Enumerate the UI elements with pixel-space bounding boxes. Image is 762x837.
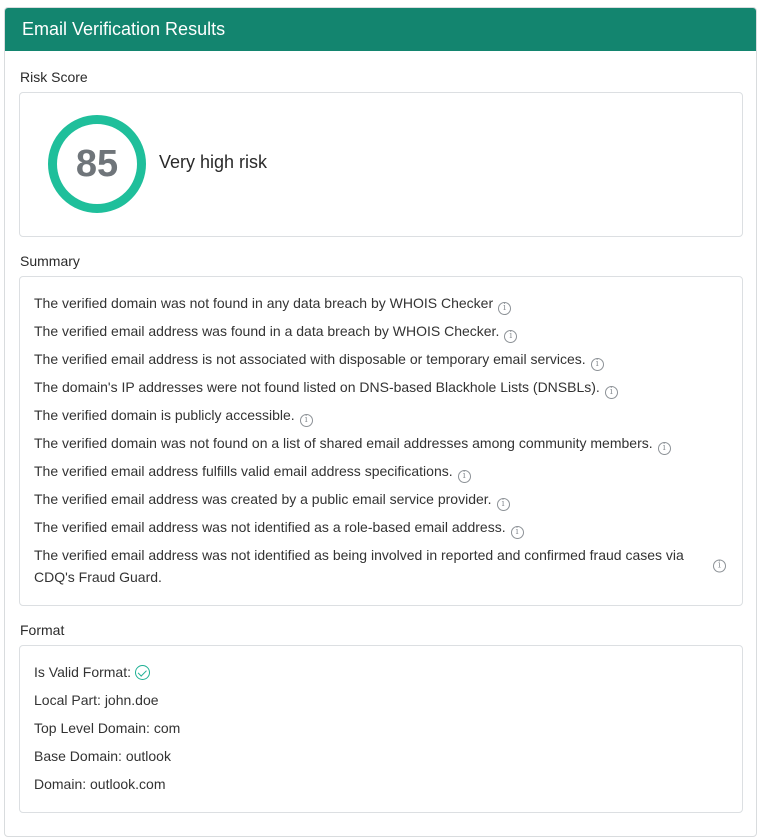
info-icon[interactable]: i: [511, 526, 524, 539]
summary-item: [20, 317, 742, 345]
format-tld: Top Level Domain: com: [34, 720, 181, 736]
summary-item-text: The verified domain is publicly accessible.: [34, 407, 295, 423]
summary-item-text: The verified email address was not identified as being involved in reported and confirmed fraud cases via CDQ's Fraud Guard.: [34, 547, 684, 585]
email-verification-panel: [4, 7, 757, 837]
risk-gauge: [48, 115, 146, 213]
info-icon[interactable]: i: [504, 330, 517, 343]
summary-item: [20, 429, 742, 457]
summary-item: [20, 401, 742, 429]
info-icon[interactable]: i: [498, 302, 511, 315]
summary-item-text: The verified domain was not found on a list of shared email addresses among community members.: [34, 435, 653, 451]
summary-item: [20, 289, 742, 317]
format-base-domain: Base Domain: outlook: [34, 748, 171, 764]
summary-item: [20, 541, 742, 591]
format-title: Format: [20, 622, 65, 638]
summary-item-text: The verified email address is not associated with disposable or temporary email services.: [34, 351, 586, 367]
summary-item: [20, 345, 742, 373]
info-icon[interactable]: i: [300, 414, 313, 427]
info-icon[interactable]: i: [591, 358, 604, 371]
format-local-part: Local Part: john.doe: [34, 692, 159, 708]
info-icon[interactable]: i: [605, 386, 618, 399]
summary-item: [20, 457, 742, 485]
info-icon[interactable]: i: [458, 470, 471, 483]
check-circle-icon: [135, 665, 150, 680]
summary-title: Summary: [20, 253, 80, 269]
risk-score-box: [19, 92, 743, 237]
format-domain: Domain: outlook.com: [34, 776, 166, 792]
summary-box: [19, 276, 743, 606]
summary-item-text: The verified email address was not identified as a role-based email address.: [34, 519, 506, 535]
info-icon[interactable]: i: [713, 560, 726, 573]
summary-item-text: The domain's IP addresses were not found listed on DNS-based Blackhole Lists (DNSBLs).: [34, 379, 600, 395]
format-box: [19, 645, 743, 813]
summary-item-text: The verified domain was not found in any data breach by WHOIS Checker: [34, 295, 494, 311]
format-valid-label: Is Valid Format:: [34, 664, 131, 680]
risk-score-value: 85: [75, 143, 119, 185]
risk-level-label: Very high risk: [159, 152, 268, 172]
summary-item: [20, 485, 742, 513]
panel-header: Email Verification Results: [5, 8, 756, 51]
summary-item: [20, 373, 742, 401]
format-valid-row: [20, 658, 742, 686]
summary-item-text: The verified email address was found in a data breach by WHOIS Checker.: [34, 323, 500, 339]
summary-item: [20, 513, 742, 541]
info-icon[interactable]: i: [658, 442, 671, 455]
info-icon[interactable]: i: [497, 498, 510, 511]
risk-score-title: Risk Score: [20, 69, 88, 85]
summary-item-text: The verified email address was created by a public email service provider.: [34, 491, 492, 507]
summary-item-text: The verified email address fulfills valid email address specifications.: [34, 463, 453, 479]
